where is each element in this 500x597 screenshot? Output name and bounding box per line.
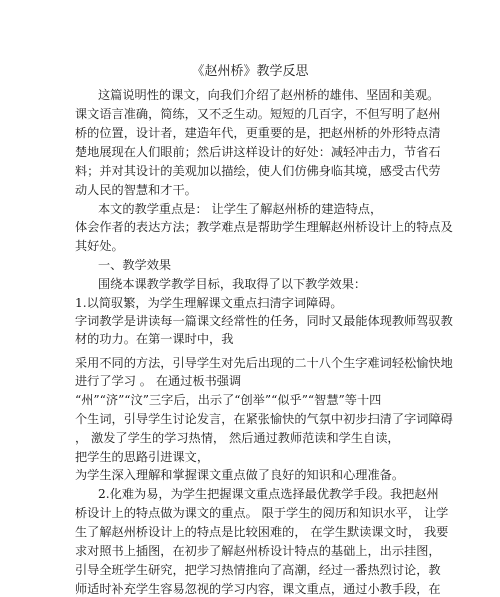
text-line: 其好处。 <box>75 239 124 253</box>
text-line: 求对照书上插图，在初步了解赵州桥设计特点的基础上，出示挂图， <box>75 544 441 558</box>
text-line: ， 激发了学生的学习热情， 然后通过教师范读和学生自读， <box>75 431 400 445</box>
section-heading: 一、教学效果 <box>98 258 172 272</box>
text-line: 材的功力。在第一课时中，我 <box>75 332 234 346</box>
text-line: 桥设计上的特点做为课文的重点。 限于学生的阅历和知识水平， 让学 <box>75 506 449 520</box>
text-line: 师适时补充学生容易忽视的学习内容，课文重点，通过小教手段，在 <box>75 582 441 596</box>
text-line: 个生词，引导学生讨论发言，在紧张愉快的气氛中初步扫清了字词障碍 <box>75 412 453 426</box>
text-line: 料；并对其设计的美观加以描绘，使人们仿佛身临其境，感受古代劳 <box>75 164 441 178</box>
document-title: 《赵州桥》教学反思 <box>191 64 309 79</box>
text-line: 为学生深入理解和掌握课文重点做了良好的知识和心理准备。 <box>75 468 405 482</box>
text-line: 把学生的思路引进课文， <box>75 450 210 464</box>
text-line: 生了解赵州桥设计上的特点是比较困难的， 在学生默读课文时， 我要 <box>75 525 449 539</box>
text-line: 围绕本课教学教学目标，我取得了以下教学效果： <box>98 277 367 291</box>
text-line: 课文语言准确，简练，又不乏生动。短短的几百字，不但写明了赵州 <box>75 107 441 121</box>
text-line: 体会作者的表达方法；教学难点是帮助学生理解赵州桥设计上的特点及 <box>75 220 453 234</box>
text-line: 这篇说明性的课文，向我们介绍了赵州桥的雄伟、坚固和美观。 <box>98 88 440 102</box>
text-line: 本文的教学重点是： 让学生了解赵州桥的建造特点， <box>98 202 383 216</box>
text-line: 2.化难为易，为学生把握课文重点选择最优教学手段。我把赵州 <box>98 487 439 501</box>
text-line: 动人民的智慧和才干。 <box>75 183 197 197</box>
text-line: “州”“济”“汶”三字后，出示了“创举”“似乎”“智慧”等十四 <box>75 393 382 407</box>
text-line: 采用不同的方法，引导学生对先后出现的二十八个生字难词轻松愉快地 <box>75 356 453 370</box>
text-line: 1.以简驭繁，为学生理解课文重点扫清字词障碍。 <box>75 296 343 310</box>
text-line: 字词教学是讲读每一篇课文经常性的任务，同时又最能体现教师驾驭教 <box>75 314 453 328</box>
text-line: 桥的位置，设计者，建造年代，更重要的是，把赵州桥的外形特点清 <box>75 126 441 140</box>
text-line: 楚地展现在人们眼前；然后讲这样设计的好处：减轻冲击力，节省石 <box>75 145 441 159</box>
text-line: 引导全班学生研究，把学习热情推向了高潮，经过一番热烈讨论，教 <box>75 563 441 577</box>
text-line: 进行了学习 。 在通过板书强调 <box>75 374 242 388</box>
